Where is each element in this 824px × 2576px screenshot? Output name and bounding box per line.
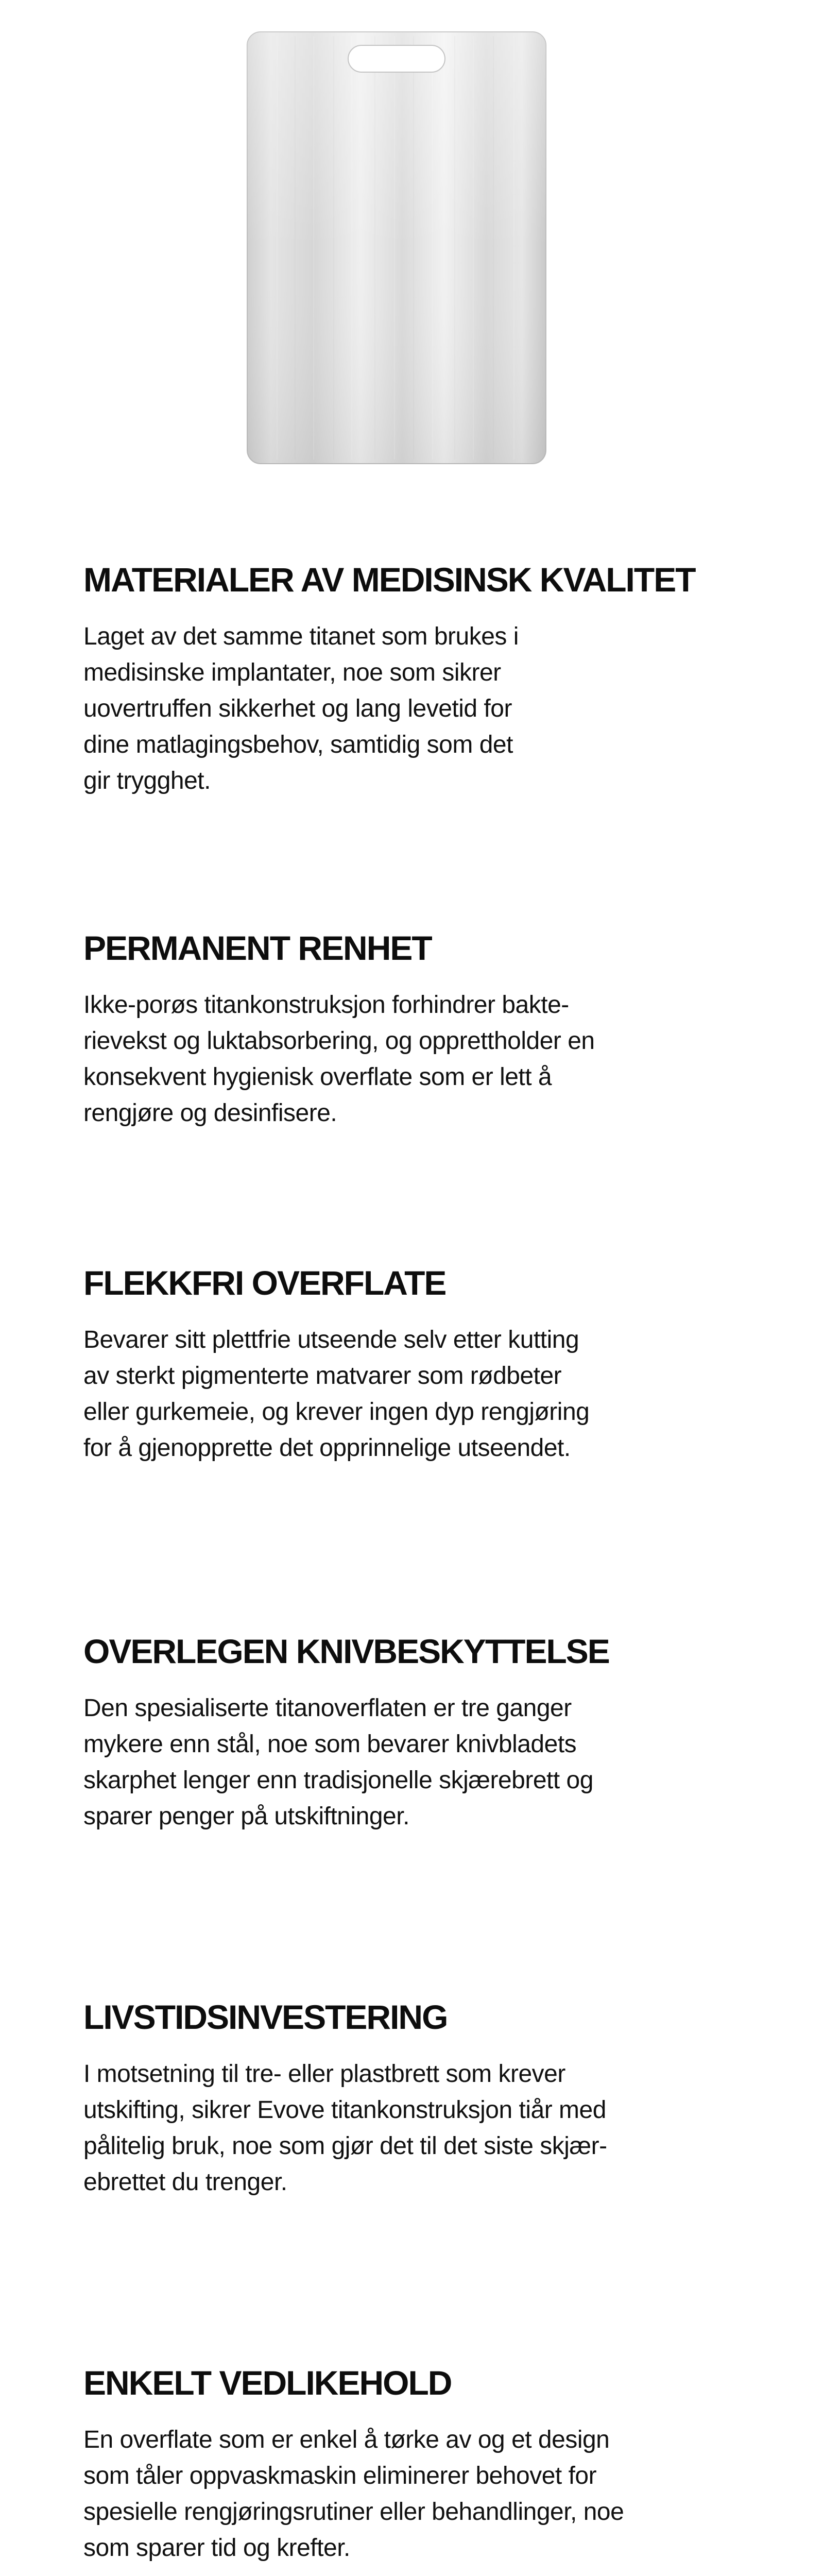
- feature-knife-protection: [83, 1631, 753, 1835]
- feature-medical-grade: [83, 559, 753, 799]
- description-line: rengjøre og desinfisere.: [83, 1099, 337, 1127]
- feature-description: [83, 619, 753, 799]
- description-line: ebrettet du trenger.: [83, 2168, 287, 2196]
- feature-description: [83, 2422, 753, 2566]
- feature-lifetime-investment: [83, 1996, 753, 2200]
- feature-description: [83, 2056, 753, 2200]
- description-line: dine matlagingsbehov, samtidig som det: [83, 731, 513, 758]
- feature-description: [83, 987, 753, 1131]
- description-line: konsekvent hygienisk overflate som er lett å: [83, 1063, 552, 1091]
- feature-title: PERMANENT RENHET: [83, 929, 432, 967]
- feature-easy-maintenance: [83, 2362, 753, 2566]
- description-line: eller gurkemeie, og krever ingen dyp rengjøring: [83, 1398, 590, 1426]
- feature-description: [83, 1690, 753, 1835]
- description-line: Den spesialiserte titanoverflaten er tre ganger: [83, 1694, 572, 1722]
- description-line: som tåler oppvaskmaskin eliminerer behovet for: [83, 2462, 597, 2489]
- description-line: av sterkt pigmenterte matvarer som rødbeter: [83, 1362, 562, 1389]
- description-line: I motsetning til tre- eller plastbrett som krever: [83, 2060, 565, 2088]
- feature-title: OVERLEGEN KNIVBESKYTTELSE: [83, 1632, 609, 1670]
- description-line: skarphet lenger enn tradisjonelle skjærebrett og: [83, 1767, 593, 1794]
- description-line: sparer penger på utskiftninger.: [83, 1803, 409, 1830]
- description-line: uovertruffen sikkerhet og lang levetid for: [83, 695, 512, 722]
- feature-title: MATERIALER AV MEDISINSK KVALITET: [83, 561, 695, 599]
- description-line: utskifting, sikrer Evove titankonstruksjon tiår med: [83, 2096, 606, 2124]
- description-line: for å gjenopprette det opprinnelige utseendet.: [83, 1434, 571, 1462]
- feature-title: FLEKKFRI OVERFLATE: [83, 1264, 446, 1302]
- feature-title: LIVSTIDSINVESTERING: [83, 1998, 448, 2036]
- description-line: Ikke-porøs titankonstruksjon forhindrer bakte-: [83, 991, 569, 1019]
- feature-stainfree-surface: [83, 1262, 753, 1466]
- description-line: Bevarer sitt plettfrie utseende selv etter kutting: [83, 1326, 579, 1353]
- description-line: spesielle rengjøringsrutiner eller behandlinger, noe: [83, 2498, 624, 2526]
- description-line: mykere enn stål, noe som bevarer knivbladets: [83, 1731, 577, 1758]
- description-line: pålitelig bruk, noe som gjør det til det siste skjær-: [83, 2132, 607, 2160]
- feature-title: ENKELT VEDLIKEHOLD: [83, 2364, 452, 2402]
- description-line: Laget av det samme titanet som brukes i: [83, 623, 519, 650]
- description-line: medisinske implantater, noe som sikrer: [83, 659, 501, 686]
- feature-permanent-hygiene: [83, 927, 753, 1131]
- description-line: rievekst og luktabsorbering, og opprettholder en: [83, 1027, 595, 1055]
- titanium-cutting-board-image: [246, 31, 547, 465]
- feature-description: [83, 1322, 753, 1466]
- description-line: som sparer tid og krefter.: [83, 2534, 350, 2562]
- description-line: gir trygghet.: [83, 767, 211, 794]
- description-line: En overflate som er enkel å tørke av og et design: [83, 2426, 610, 2453]
